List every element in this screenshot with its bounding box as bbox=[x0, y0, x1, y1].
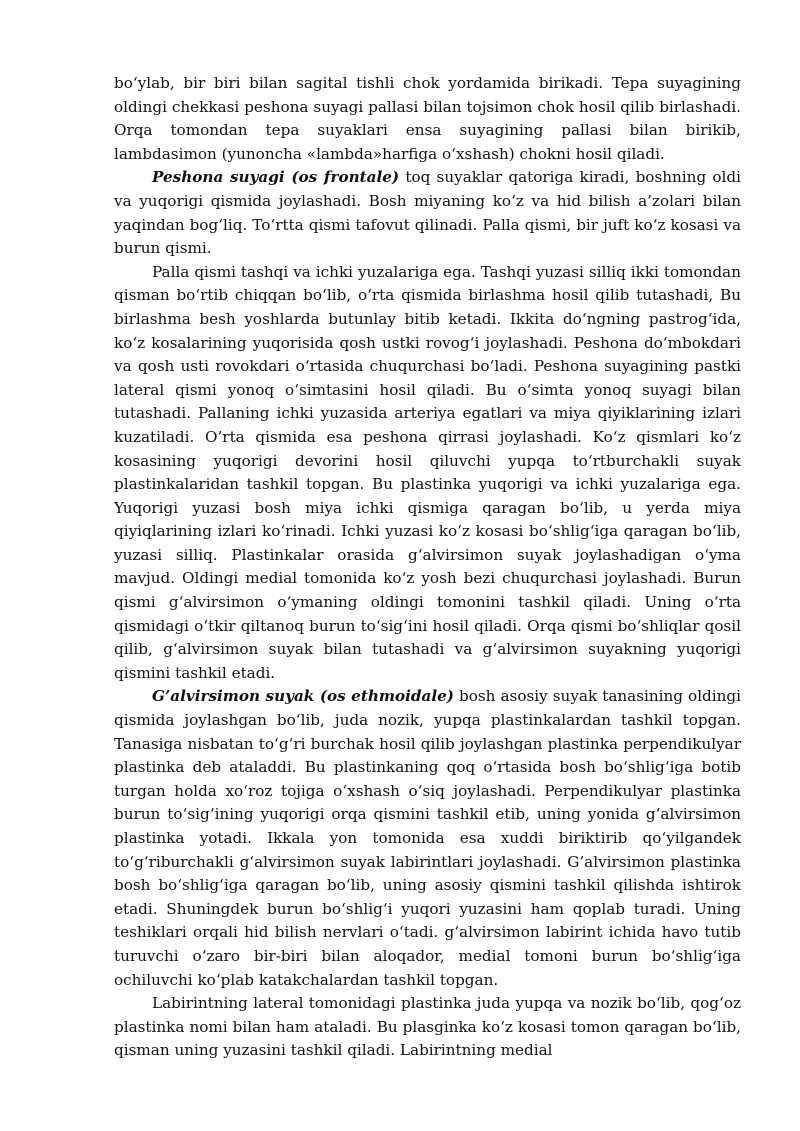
paragraph-5-text: Labirintning lateral tomonidagi plastinka juda yupqa va nozik bo‘lib, qog‘oz plastinka nomi bilan ham ataladi. Bu plasginka ko‘z kosasi tomon qaragan bo‘lib, qisman uning yuzasini tashkil qiladi. Labirintning medial bbox=[114, 994, 741, 1060]
paragraph-4 bbox=[114, 685, 741, 992]
paragraph-3 bbox=[114, 261, 741, 686]
paragraph-1 bbox=[114, 72, 741, 166]
paragraph-2 bbox=[114, 166, 741, 260]
paragraph-4-text: bosh asosiy suyak tanasining oldingi qismida joylashgan bo‘lib, juda nozik, yupqa plastinkalardan tashkil topgan. Tanasiga nisbatan to‘g‘ri burchak hosil qilib joylashgan plastinka perpendikulyar plastinka deb ataladdi. Bu plastinkaning qoq o‘rtasida bosh bo‘shlig‘iga botib turgan holda xo‘roz tojiga o‘xshash o‘siq joylashadi. Perpendikulyar plastinka burun to‘sig‘ining yuqorigi orqa qismini tashkil etib, uning yonida g‘alvirsimon plastinka yotadi. Ikkala yon tomonida esa xuddi biriktirib qo‘yilgandek to‘g‘riburchakli g‘alvirsimon suyak labirintlari joylashadi. G’alvirsimon plastinka bosh bo‘shlig‘iga qaragan bo‘lib, uning asosiy qismini tashkil qilishda ishtirok etadi. Shuningdek burun bo‘shlig‘i yuqori yuzasini ham qoplab turadi. Uning teshiklari orqali hid bilish nervlari o‘tadi. g‘alvirsimon labirint ichida havo tutib turuvchi o‘zaro bir-biri bilan aloqador, medial tomoni burun bo‘shlig‘iga ochiluvchi ko‘plab katakchalardan tashkil topgan. bbox=[114, 687, 741, 989]
paragraph-2-text: toq suyaklar qatoriga kiradi, boshning oldi va yuqorigi qismida joylashadi. Bosh miyaning ko‘z va hid bilish a’zolari bilan yaqindan bog‘liq. To‘rtta qismi tafovut qilinadi. Palla qismi, bir juft ko‘z kosasi va burun qismi. bbox=[114, 168, 741, 258]
paragraph-4-term: G’alvirsimon suyak (os ethmoidale) bbox=[152, 687, 454, 706]
paragraph-5 bbox=[114, 992, 741, 1063]
paragraph-3-text: Palla qismi tashqi va ichki yuzalariga ega. Tashqi yuzasi silliq ikki tomondan qisman bo‘rtib chiqqan bo‘lib, o‘rta qismida birlashma hosil qilib tutashadi, Bu birlashma besh yoshlarda butunlay bitib ketadi. Ikkita do‘ngning pastrog‘ida, ko‘z kosalarining yuqorisida qosh ustki rovog‘i joylashadi. Peshona do‘mbokdari va qosh usti rovokdari o‘rtasida chuqurchasi bo‘ladi. Peshona suyagining pastki lateral qismi yonoq o‘simtasini hosil qiladi. Bu o‘simta yonoq suyagi bilan tutashadi. Pallaning ichki yuzasida arteriya egatlari va miya qiyiklarining izlari kuzatiladi. O’rta qismida esa peshona qirrasi joylashadi. Ko‘z qismlari ko‘z kosasining yuqorigi devorini hosil qiluvchi yupqa to‘rtburchakli suyak plastinkalaridan tashkil topgan. Bu plastinka yuqorigi va ichki yuzalariga ega. Yuqorigi yuzasi bosh miya ichki qismiga qaragan bo‘lib, u yerda miya qiyiqlarining izlari ko‘rinadi. Ichki yuzasi ko‘z kosasi bo‘shlig‘iga qaragan bo‘lib, yuzasi silliq. Plastinkalar orasida g‘alvirsimon suyak joylashadigan o‘yma mavjud. Oldingi medial tomonida ko‘z yosh bezi chuqurchasi joylashadi. Burun qismi g‘alvirsimon o‘ymaning oldingi tomonini tashkil qiladi. Uning o‘rta qismidagi o‘tkir qiltanoq burun to‘sig‘ini hosil qiladi. Orqa qismi bo‘shliqlar qosil qilib, g‘alvirsimon suyak bilan tutashadi va g‘alvirsimon suyakning yuqorigi qismini tashkil etadi. bbox=[114, 262, 741, 682]
paragraph-1-text: bo‘ylab, bir biri bilan sagital tishli chok yordamida birikadi. Tepa suyagining oldingi chekkasi peshona suyagi pallasi bilan tojsimon chok hosil qilib birlashadi. Orqa tomondan tepa suyaklari ensa suyagining pallasi bilan birikib, lambdasimon (yunoncha «lambda»harfiga o‘xshash) chokni hosil qiladi. bbox=[114, 74, 741, 163]
document-page bbox=[114, 72, 741, 1063]
paragraph-2-term: Peshona suyagi (os frontale) bbox=[152, 168, 400, 187]
